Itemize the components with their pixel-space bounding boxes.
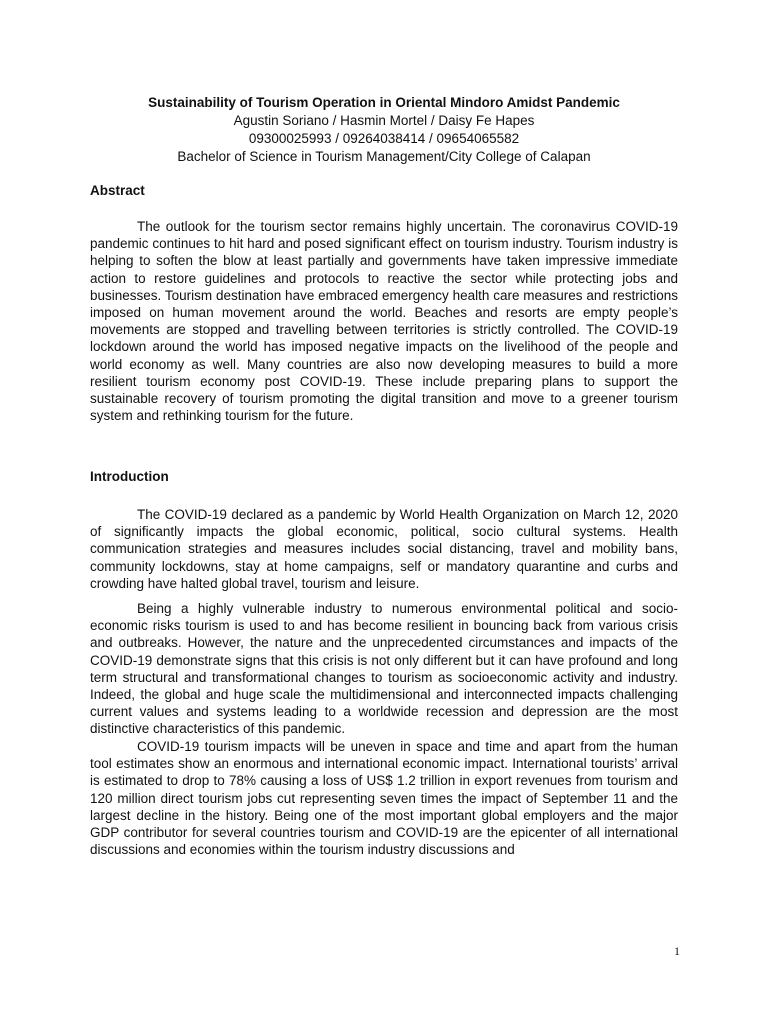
introduction-heading: Introduction	[90, 469, 169, 484]
author-affiliation: Bachelor of Science in Tourism Management/City College of Calapan	[177, 149, 591, 164]
page-number: 1	[674, 944, 680, 958]
author-names: Agustin Soriano / Hasmin Mortel / Daisy Fe Hapes	[233, 113, 535, 128]
introduction-paragraph-3: COVID-19 tourism impacts will be uneven in space and time and apart from the human tool estimates show an enormous and international economic impact. International tourists’ arrival is estimated to drop to 78% causing a loss of US$ 1.2 trillion in export revenues from tourism and 120 million direct tourism jobs cut representing seven times the impact of September 11 and the largest decline in the history. Being one of the most important global employers and the major GDP contributor for several countries tourism and COVID-19 are the epicenter of all international discussions and economies within the tourism industry discussions and	[90, 739, 678, 858]
introduction-paragraph-2: Being a highly vulnerable industry to numerous environmental political and socio-economic risks tourism is used to and has become resilient in bouncing back from various crisis and outbreaks. However, the nature and the unprecedented circumstances and impacts of the COVID-19 demonstrate signs that this crisis is not only different but it can have profound and long term structural and transformational changes to tourism as socioeconomic activity and industry. Indeed, the global and huge scale the multidimensional and interconnected impacts challenging current values and systems leading to a worldwide recession and depression are the most distinctive characteristics of this pandemic.	[90, 601, 678, 737]
abstract-body: The outlook for the tourism sector remains highly uncertain. The coronavirus COVID-19 pandemic continues to hit hard and posed significant effect on tourism industry. Tourism industry is helping to soften the blow at least partially and governments have taken impressive immediate action to restore guidelines and protocols to reactive the sector while protecting jobs and businesses. Tourism destination have embraced emergency health care measures and restrictions imposed on human movement around the world. Beaches and resorts are empty people’s movements are stopped and travelling between territories is strictly controlled. The COVID-19 lockdown around the world has imposed negative impacts on the livelihood of the people and world economy as well. Many countries are also now developing measures to build a more resilient tourism economy post COVID-19. These include preparing plans to support the sustainable recovery of tourism promoting the digital transition and move to a greener tourism system and rethinking tourism for the future.	[90, 219, 678, 424]
abstract-heading: Abstract	[90, 183, 145, 198]
paper-header	[90, 94, 678, 166]
introduction-paragraph-1: The COVID-19 declared as a pandemic by World Health Organization on March 12, 2020 of significantly impacts the global economic, political, socio cultural systems. Health communication strategies and measures includes social distancing, travel and mobility bans, community lockdowns, stay at home campaigns, self or mandatory quarantine and curbs and crowding have halted global travel, tourism and leisure.	[90, 507, 678, 591]
author-phone-numbers: 09300025993 / 09264038414 / 09654065582	[248, 131, 520, 146]
paper-title: Sustainability of Tourism Operation in Oriental Mindoro Amidst Pandemic	[148, 95, 620, 110]
